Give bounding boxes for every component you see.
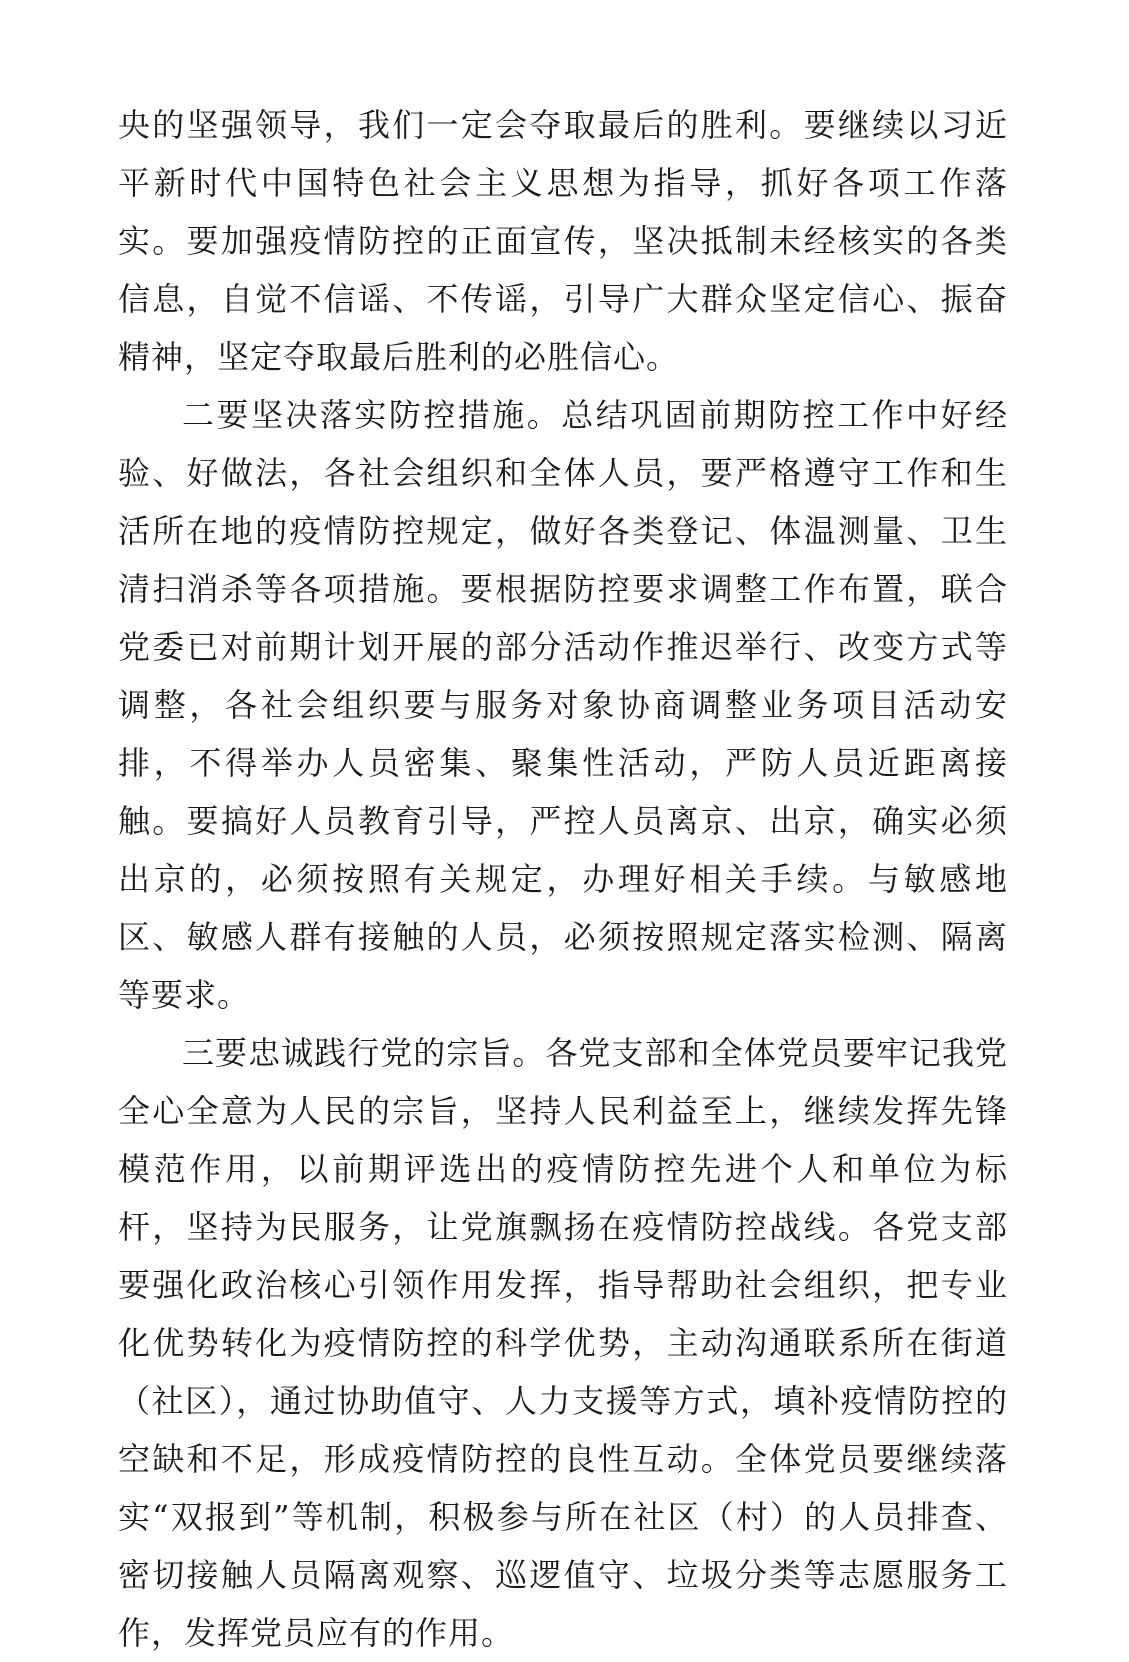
paragraph-continued: 央的坚强领导，我们一定会夺取最后的胜利。要继续以习近平新时代中国特色社会主义思想为指导，抓好各项工作落实。要加强疫情防控的正面宣传，坚决抵制未经核实的各类信息，自觉不信谣、不传谣，引导广大群众坚定信心、振奋精神，坚定夺取最后胜利的必胜信心。	[118, 106, 1008, 376]
paragraph-implement-measures: 二要坚决落实防控措施。总结巩固前期防控工作中好经验、好做法，各社会组织和全体人员，要严格遵守工作和生活所在地的疫情防控规定，做好各类登记、体温测量、卫生清扫消杀等各项措施。要根据防控要求调整工作布置，联合党委已对前期计划开展的部分活动作推迟举行、改变方式等调整，各社会组织要与服务对象协商调整业务项目活动安排，不得举办人员密集、聚集性活动，严防人员近距离接触。要搞好人员教育引导，严控人员离京、出京，确实必须出京的，必须按照有关规定，办理好相关手续。与敏感地区、敏感人群有接触的人员，必须按照规定落实检测、隔离等要求。	[118, 396, 1008, 1014]
paragraph-party-purpose: 三要忠诚践行党的宗旨。各党支部和全体党员要牢记我党全心全意为人民的宗旨，坚持人民利益至上，继续发挥先锋模范作用，以前期评选出的疫情防控先进个人和单位为标杆，坚持为民服务，让党旗飘扬在疫情防控战线。各党支部要强化政治核心引领作用发挥，指导帮助社会组织，把专业化优势转化为疫情防控的科学优势，主动沟通联系所在街道（社区），通过协助值守、人力支援等方式，填补疫情防控的空缺和不足，形成疫情防控的良性互动。全体党员要继续落实“双报到”等机制，积极参与所在社区（村）的人员排查、密切接触人员隔离观察、巡逻值守、垃圾分类等志愿服务工作，发挥党员应有的作用。	[118, 1034, 1008, 1652]
document-body	[118, 96, 1008, 1662]
